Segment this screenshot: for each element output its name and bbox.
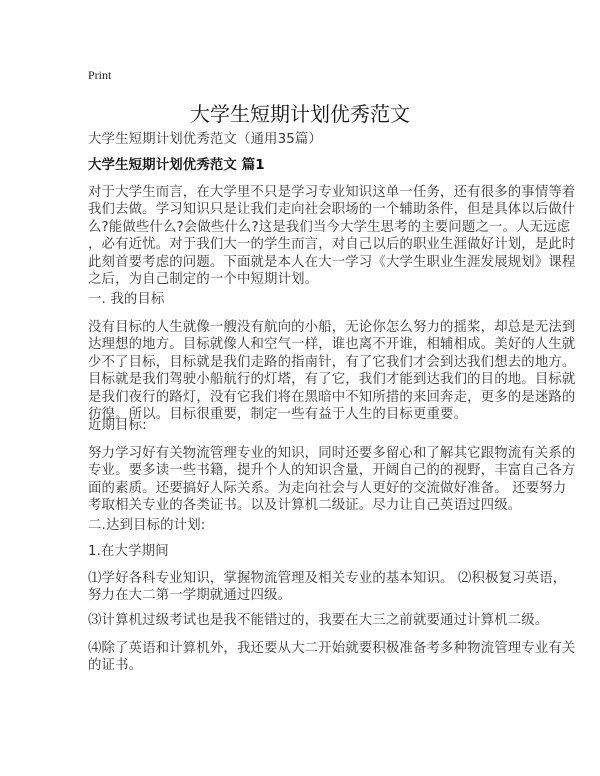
text-line: 么?能做些什么?会做些什么?这是我们当今大学生思考的主要问题之一。人无远虑 xyxy=(88,219,571,235)
text-line: 考取相关专业的各类证书。以及计算机二级证。尽力让自己英语过四级。 xyxy=(88,498,522,514)
section-plan: 二.达到目标的计划: xyxy=(88,518,206,533)
plan-item-3 xyxy=(88,612,549,629)
text-line: 此刻首要考虑的问题。下面就是本人在大一学习《大学生职业生涯发展规划》课程 xyxy=(88,254,576,270)
text-line: 少不了目标，目标就是我们走路的指南针，有了它我们才会到达我们想去的地方。 xyxy=(88,354,576,370)
subsection-university: 1.在大学期间 xyxy=(88,544,169,559)
print-link[interactable]: Print xyxy=(88,68,112,82)
text-line: 没有目标的人生就像一艘没有航向的小船，无论你怎么努力的摇桨，却总是无法到 xyxy=(88,320,576,335)
paragraph-near-goal xyxy=(88,445,576,515)
page-title: 大学生短期计划优秀范文 xyxy=(190,102,410,126)
plan-items-1-2 xyxy=(88,570,567,605)
text-line: 彷徨。所以。目标很重要，制定一些有益于人生的目标更重要。 xyxy=(88,407,468,423)
text-line: 专业。要多读一些书籍，提升个人的知识含量，开阔自己的的视野，丰富自己各方 xyxy=(88,463,576,479)
plan-item-4 xyxy=(88,640,576,675)
paragraph-goals xyxy=(88,319,576,423)
text-line: 的证书。 xyxy=(88,658,143,674)
subtitle: 大学生短期计划优秀范文（通用35篇） xyxy=(88,132,322,147)
section-heading: 大学生短期计划优秀范文 篇1 xyxy=(88,158,265,173)
section-my-goals: 一. 我的目标 xyxy=(88,292,165,307)
text-line: 面的素质。还要搞好人际关系。为走向社会与人更好的交流做好准备。 还要努力 xyxy=(88,480,567,496)
text-line: 达理想的地方。目标就像人和空气一样，谁也离不开谁，相辅相成。美好的人生就 xyxy=(88,337,576,353)
text-line: 我们去做。学习知识只是让我们走向社会职场的一个辅助条件，但是具体以后做什 xyxy=(88,202,576,218)
text-line: ，必有近忧。对于我们大一的学生而言，对自己以后的职业生涯做好计划，是此时 xyxy=(88,237,576,253)
paragraph-intro xyxy=(88,184,576,288)
text-line: ⑷除了英语和计算机外，我还要从大二开始就要积极准备考多种物流管理专业有关 xyxy=(88,641,576,656)
text-line: 之后，为自己制定的一个中短期计划。 xyxy=(88,272,319,288)
text-line: 是我们夜行的路灯，没有它我们将在黑暗中不知所措的来回奔走，更多的是迷路的 xyxy=(88,389,576,405)
near-goal-label: 近期目标: xyxy=(88,418,147,433)
text-line: 努力在大二第一学期就通过四级。 xyxy=(88,588,292,604)
text-line: 目标就是我们驾驶小船航行的灯塔，有了它，我们才能到达我们的目的地。目标就 xyxy=(88,372,576,388)
text-line: ⑶计算机过级考试也是我不能错过的，我要在大三之前就要通过计算机二级。 xyxy=(88,613,549,628)
text-line: 对于大学生而言，在大学里不只是学习专业知识这单一任务，还有很多的事情等着 xyxy=(88,185,576,200)
text-line: ⑴学好各科专业知识，掌握物流管理及相关专业的基本知识。 ⑵积极复习英语， xyxy=(88,571,567,586)
text-line: 努力学习好有关物流管理专业的知识，同时还要多留心和了解其它跟物流有关系的 xyxy=(88,446,576,461)
